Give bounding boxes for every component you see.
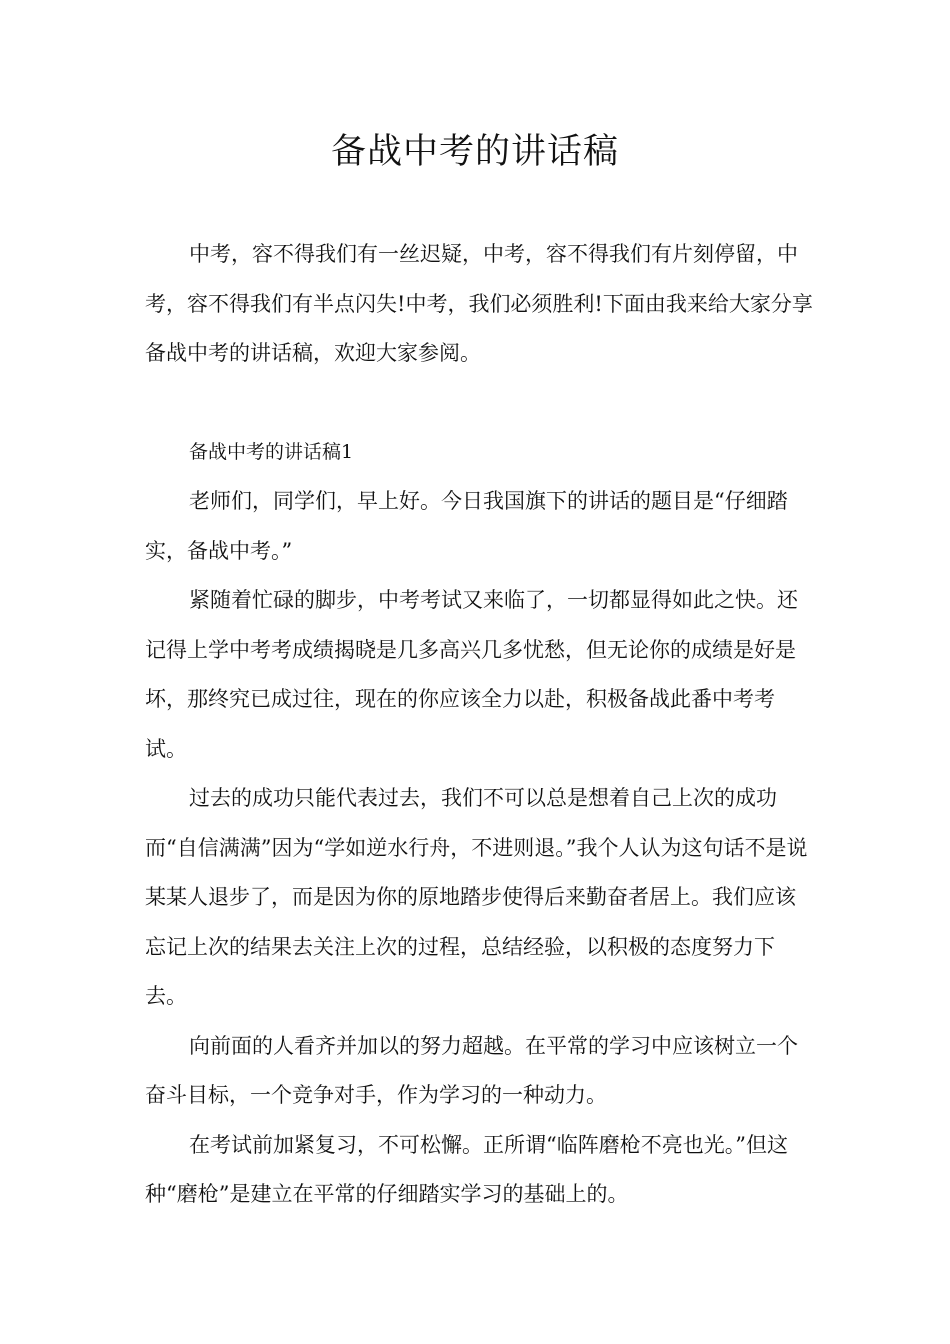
body-paragraph: 紧随着忙碌的脚步，中考考试又来临了，一切都显得如此之快。还记得上学中考考成绩揭晓是几多高兴几多忧愁，但无论你的成绩是好是坏，那终究已成过往，现在的你应该全力以赴，积极备战此番中考考试。 (145, 588, 798, 761)
section-heading: 备战中考的讲话稿1 (189, 440, 354, 463)
document-body (145, 230, 815, 1220)
intro-paragraph: 中考，容不得我们有一丝迟疑，中考，容不得我们有片刻停留，中考，容不得我们有半点闪失!中考，我们必须胜利!下面由我来给大家分享备战中考的讲话稿，欢迎大家参阅。 (145, 242, 813, 365)
body-paragraph: 老师们，同学们，早上好。今日我国旗下的讲话的题目是“仔细踏实，备战中考。” (145, 489, 788, 563)
body-paragraph: 过去的成功只能代表过去，我们不可以总是想着自己上次的成功而“自信满满”因为“学如逆水行舟，不进则退。”我个人认为这句话不是说某某人退步了，而是因为你的原地踏步使得后来勤奋者居上。我们应该忘记上次的结果去关注上次的过程，总结经验，以积极的态度努力下去。 (145, 786, 808, 1008)
document-title: 备战中考的讲话稿 (330, 132, 619, 172)
body-paragraph: 向前面的人看齐并加以的努力超越。在平常的学习中应该树立一个奋斗目标，一个竞争对手，作为学习的一种动力。 (145, 1033, 798, 1107)
body-paragraph: 在考试前加紧复习，不可松懈。正所谓“临阵磨枪不亮也光。”但这种“磨枪”是建立在平常的仔细踏实学习的基础上的。 (145, 1132, 788, 1206)
